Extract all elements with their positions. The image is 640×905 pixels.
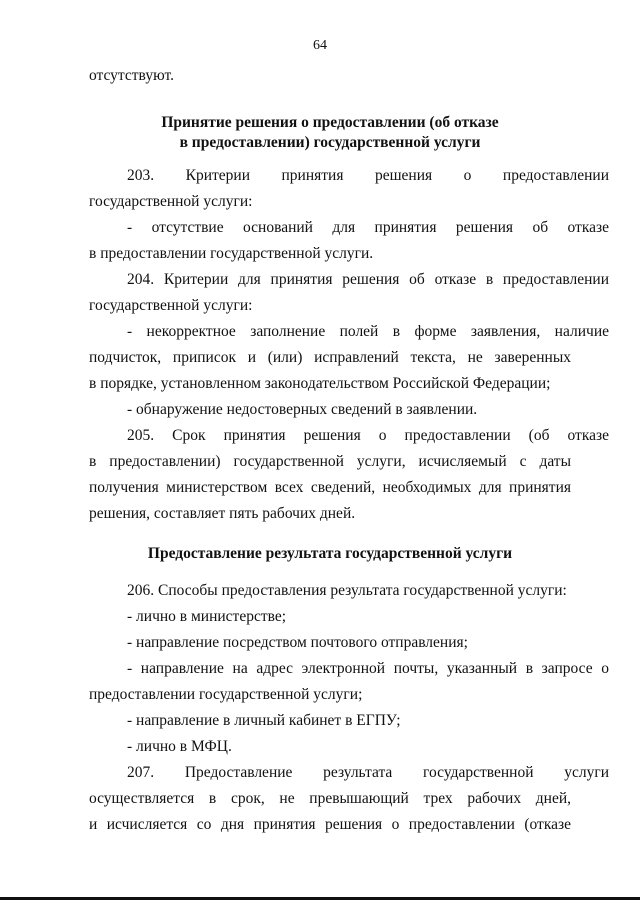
- paragraph-207-line: осуществляется в срок, не превышающий трех рабочих дней,: [89, 790, 571, 807]
- page-number: 64: [313, 38, 327, 53]
- paragraph-205-line: решения, составляет пять рабочих дней.: [89, 505, 356, 522]
- paragraph-204-line: - обнаружение недостоверных сведений в заявлении.: [127, 401, 478, 418]
- bottom-scan-border: [0, 897, 640, 900]
- paragraph-205-line: 205. Срок принятия решения о предоставлении (об отказе: [127, 427, 609, 444]
- section-heading-line: Предоставление результата государственной услуги: [147, 545, 513, 562]
- paragraph-204-line: подчисток, приписок и (или) исправлений текста, не заверенных: [89, 349, 571, 366]
- paragraph-203-line: государственной услуги:: [89, 193, 253, 210]
- paragraph-204-line: в порядке, установленном законодательством Российской Федерации;: [89, 375, 551, 392]
- paragraph-203-line: - отсутствие оснований для принятия решения об отказе: [127, 219, 609, 236]
- paragraph-203-line: в предоставлении государственной услуги.: [89, 245, 374, 262]
- paragraph-203-line: 203. Критерии принятия решения о предоставлении: [127, 167, 609, 184]
- text-line: отсутствуют.: [89, 67, 174, 84]
- paragraph-206-line: 206. Способы предоставления результата государственной услуги:: [127, 582, 567, 599]
- paragraph-206-line: предоставлении государственной услуги;: [89, 686, 363, 703]
- paragraph-205-line: получения министерством всех сведений, необходимых для принятия: [89, 479, 571, 496]
- section-heading-line: Принятие решения о предоставлении (об отказе: [161, 114, 499, 131]
- paragraph-207-line: и исчисляется со дня принятия решения о предоставлении (отказе: [89, 816, 571, 833]
- paragraph-206-line: - лично в МФЦ.: [127, 738, 232, 755]
- paragraph-206-line: - направление на адрес электронной почты, указанный в запросе о: [127, 660, 609, 677]
- paragraph-204-line: государственной услуги:: [89, 297, 253, 314]
- paragraph-206-line: - направление посредством почтового отправления;: [127, 634, 468, 651]
- paragraph-207-line: 207. Предоставление результата государственной услуги: [127, 764, 609, 781]
- paragraph-204-line: 204. Критерии для принятия решения об отказе в предоставлении: [127, 271, 609, 288]
- section-heading-line: в предоставлении) государственной услуги: [179, 134, 481, 151]
- paragraph-205-line: в предоставлении) государственной услуги, исчисляемый с даты: [89, 453, 571, 470]
- paragraph-206-line: - направление в личный кабинет в ЕГПУ;: [127, 712, 401, 729]
- paragraph-204-line: - некорректное заполнение полей в форме заявления, наличие: [127, 323, 609, 340]
- paragraph-206-line: - лично в министерстве;: [127, 608, 287, 625]
